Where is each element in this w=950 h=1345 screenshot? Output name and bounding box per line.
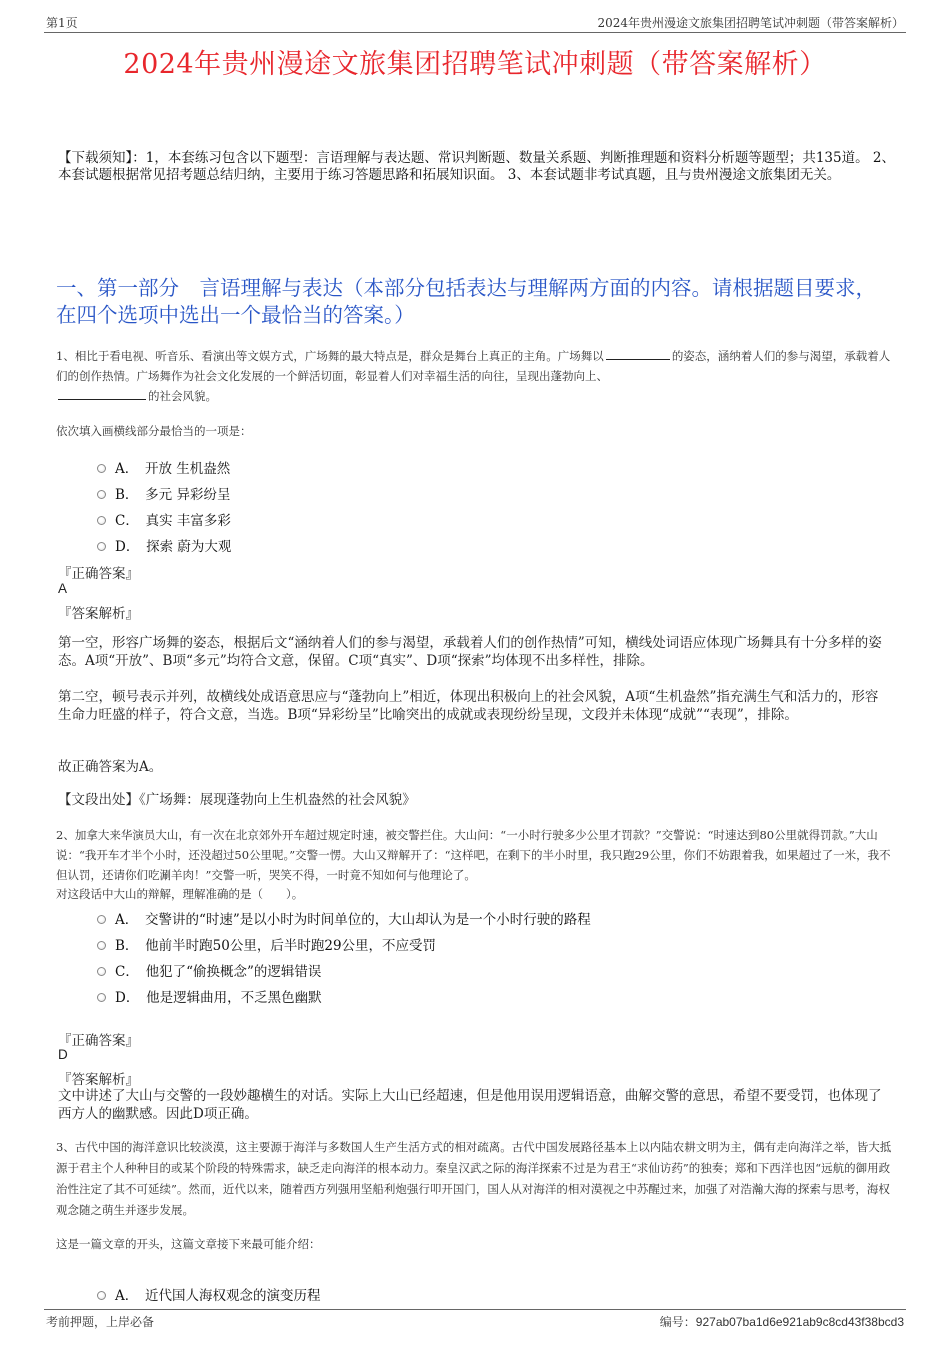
document-code-label: 编号： [659, 1315, 696, 1329]
option-1c[interactable] [97, 509, 231, 529]
running-header-title: 2024年贵州漫途文旅集团招聘笔试冲刺题（带答案解析） [597, 16, 904, 30]
option-2a[interactable] [97, 908, 591, 928]
question-1-text-part-c: 的社会风貌。 [148, 389, 217, 403]
option-label: A． 开放 生机盎然 [115, 461, 231, 477]
question-2-text: 2、加拿大来华演员大山，有一次在北京郊外开车超过规定时速，被交警拦住。大山问：“一小时行驶多少公里才罚款？”交警说：“时速达到80公里就得罚款。”大山说：“我开车才半个小时，还没超过50公里呢。”交警一愣。大山又辩解开了：“这样吧，在剩下的半小时里，我只跑29公里，你们不妨跟着我，如果超过了一米，我不但认罚，还请你们吃涮羊肉！”交警一听，哭笑不得，一时竟不知如何与他理论了。 [56, 828, 891, 882]
analysis-paragraph: 第二空，顿号表示并列，故横线处成语意思应与“蓬勃向上”相近，体现出积极向上的社会风貌，A项“生机盎然”指充满生气和活力的，形容生命力旺盛的样子，符合文意，当选。B项“异彩纷呈”比喻突出的成就或表现纷纷呈现，文段并未体现“成就”“表现”，排除。 [58, 689, 879, 723]
option-label: D． 他是逻辑曲用，不乏黑色幽默 [115, 990, 322, 1006]
page-number: 第1页 [46, 16, 78, 30]
radio-icon[interactable] [97, 464, 106, 473]
correct-answer-label: 『正确答案』 [58, 1033, 139, 1049]
fill-blank-2 [58, 387, 146, 400]
radio-icon[interactable] [97, 993, 106, 1002]
correct-answer-value: A [58, 581, 68, 596]
document-title: 2024年贵州漫途文旅集团招聘笔试冲刺题（带答案解析） [123, 49, 827, 80]
option-label: C． 真实 丰富多彩 [115, 513, 231, 529]
option-1d[interactable] [97, 535, 231, 555]
option-3a[interactable] [97, 1284, 321, 1304]
radio-icon[interactable] [97, 915, 106, 924]
analysis-label: 『答案解析』 [58, 606, 139, 622]
passage-source: 【文段出处】《广场舞：展现蓬勃向上生机盎然的社会风貌》 [58, 792, 416, 808]
radio-icon[interactable] [97, 1291, 106, 1300]
option-label: A． 交警讲的“时速”是以小时为时间单位的，大山却认为是一个小时行驶的路程 [115, 912, 591, 928]
header-divider [44, 32, 906, 33]
radio-icon[interactable] [97, 542, 106, 551]
radio-icon[interactable] [97, 967, 106, 976]
question-3-prompt: 这是一篇文章的开头，这篇文章接下来最可能介绍： [56, 1237, 321, 1251]
option-1a[interactable] [97, 457, 230, 477]
radio-icon[interactable] [97, 516, 106, 525]
radio-icon[interactable] [97, 490, 106, 499]
correct-answer-value: D [58, 1047, 68, 1062]
fill-blank-1 [606, 347, 670, 360]
analysis-label: 『答案解析』 [58, 1072, 139, 1088]
footer-slogan: 考前押题，上岸必备 [46, 1315, 155, 1329]
analysis-paragraph: 文中讲述了大山与交警的一段妙趣横生的对话。实际上大山已经超速，但是他用误用逻辑语意，曲解交警的意思，希望不要受罚，也体现了西方人的幽默感。因此D项正确。 [58, 1088, 882, 1122]
section-heading: 一、第一部分 言语理解与表达（本部分包括表达与理解两方面的内容。请根据题目要求，在四个选项中选出一个最恰当的答案。） [56, 276, 876, 327]
question-1-text [56, 346, 898, 406]
question-2-prompt: 对这段话中大山的辩解，理解准确的是（ ）。 [56, 887, 304, 901]
question-1-text-part-b: 的姿态，涵纳着人们的参与渴望，承载着人们的创作热情。广场舞作为社会文化发展的一个鲜活切面，彰显着人们对幸福生活的向往，呈现出蓬勃向上、 [56, 349, 891, 383]
option-2b[interactable] [97, 934, 436, 954]
correct-answer-label: 『正确答案』 [58, 566, 139, 582]
analysis-paragraph: 第一空，形容广场舞的姿态，根据后文“涵纳着人们的参与渴望，承载着人们的创作热情”可知，横线处词语应体现广场舞具有十分多样的姿态。A项“开放”、B项“多元”均符合文意，保留。C项“真实”、D项“探索”均体现不出多样性，排除。 [58, 635, 882, 669]
footer-divider [44, 1309, 906, 1310]
option-1b[interactable] [97, 483, 230, 503]
option-label: D． 探索 蔚为大观 [115, 539, 232, 555]
question-3-text: 3、古代中国的海洋意识比较淡漠，这主要源于海洋与多数国人生产生活方式的相对疏离。古代中国发展路径基本上以内陆农耕文明为主，偶有走向海洋之举，皆大抵源于君主个人种种目的或某个阶段的特殊需求，缺乏走向海洋的根本动力。秦皇汉武之际的海洋探索不过是为君王“求仙访药”的独奏；郑和下西洋也因“远航的御用政治性注定了其不可延续”。然而，近代以来，随着西方列强用坚船利炮强行叩开国门，国人从对海洋的相对漠视之中苏醒过来，加强了对浩瀚大海的探索与思考，海权观念随之萌生并逐步发展。 [56, 1140, 892, 1217]
option-2d[interactable] [97, 986, 322, 1006]
option-label: C． 他犯了“偷换概念”的逻辑错误 [115, 964, 322, 980]
question-1-prompt: 依次填入画横线部分最恰当的一项是： [56, 424, 252, 438]
download-notice: 【下载须知】：1，本套练习包含以下题型：言语理解与表达题、常识判断题、数量关系题、判断推理题和资料分析题等题型；共135道。 2、本套试题根据常见招考题总结归纳，主要用于练习答题思路和拓展知识面。 3、本套试题非考试真题，且与贵州漫途文旅集团无关。 [58, 150, 895, 183]
option-label: A． 近代国人海权观念的演变历程 [115, 1288, 321, 1304]
question-1-text-part-a: 1、相比于看电视、听音乐、看演出等文娱方式，广场舞的最大特点是，群众是舞台上真正的主角。广场舞以 [56, 349, 604, 363]
option-label: B． 他前半时跑50公里，后半时跑29公里，不应受罚 [115, 938, 437, 954]
document-code [660, 1313, 904, 1330]
analysis-conclusion: 故正确答案为A。 [58, 759, 163, 775]
option-label: B． 多元 异彩纷呈 [115, 487, 231, 503]
radio-icon[interactable] [97, 941, 106, 950]
option-2c[interactable] [97, 960, 321, 980]
document-code-value: 927ab07ba1d6e921ab9c8cd43f38bcd3 [695, 1315, 904, 1329]
